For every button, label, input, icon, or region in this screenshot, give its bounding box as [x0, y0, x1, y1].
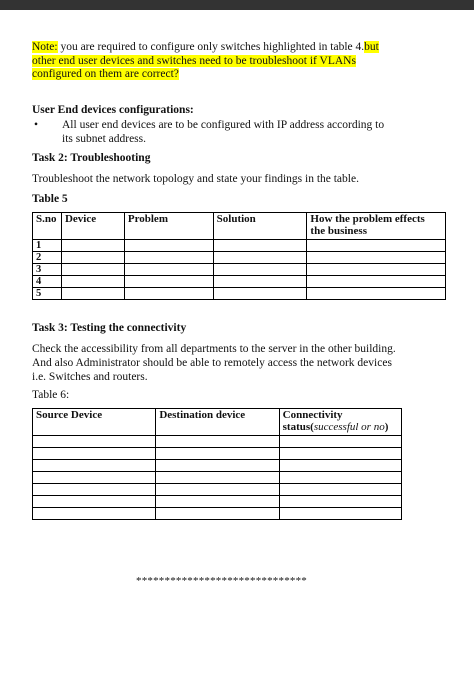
row-number: 5: [33, 288, 62, 300]
table-cell: [213, 252, 307, 264]
table-cell: [279, 448, 401, 460]
table-cell: [307, 288, 446, 300]
table-cell: [33, 448, 156, 460]
table5-header-solution: Solution: [213, 213, 307, 240]
table-cell: [307, 264, 446, 276]
table-cell: [61, 264, 124, 276]
table-cell: [33, 484, 156, 496]
table6-caption: Table 6:: [32, 389, 70, 401]
table-cell: [213, 288, 307, 300]
table5-header-sno: S.no: [33, 213, 62, 240]
table5-header-problem: Problem: [124, 213, 213, 240]
table-cell: [33, 496, 156, 508]
table-cell: [156, 484, 279, 496]
task2-heading: Task 2: Troubleshooting: [32, 152, 151, 164]
table-row: [33, 264, 446, 276]
table5: [32, 212, 446, 300]
table6-header-status: [279, 409, 401, 436]
table-row: [33, 240, 446, 252]
table-cell: [307, 252, 446, 264]
table6-header-source: Source Device: [33, 409, 156, 436]
status-options: successful or no: [313, 421, 385, 433]
note-label: Note:: [32, 41, 58, 53]
table-cell: [279, 472, 401, 484]
table-cell: [33, 436, 156, 448]
task2-description: Troubleshoot the network topology and state your findings in the table.: [32, 173, 359, 185]
table-row: [33, 436, 402, 448]
table-cell: [124, 276, 213, 288]
row-number: 4: [33, 276, 62, 288]
table6-header-destination: Destination device: [156, 409, 279, 436]
table-cell: [124, 240, 213, 252]
task3-heading: Task 3: Testing the connectivity: [32, 322, 187, 334]
table-cell: [124, 264, 213, 276]
table-cell: [156, 436, 279, 448]
footer-stars: ******************************: [136, 575, 307, 587]
status-prefix: Connectivity status(: [282, 409, 343, 433]
task3-description: Check the accessibility from all departments to the server in the other building. And also Administrator should be able to remotely access the network devices i.e. Switches and routers.: [32, 343, 396, 383]
table6-header-row: [33, 409, 402, 436]
table-cell: [279, 496, 401, 508]
note-highlighted-text: but other end user devices and switches need to be troubleshoot if VLANs configured on them are correct?: [32, 41, 379, 80]
table-row: [33, 472, 402, 484]
table-cell: [124, 288, 213, 300]
table-row: [33, 496, 402, 508]
table-row: [33, 460, 402, 472]
table-cell: [156, 460, 279, 472]
bullet-text: All user end devices are to be configured with IP address according to its subnet address.: [62, 119, 385, 145]
table-row: [33, 276, 446, 288]
table-cell: [61, 276, 124, 288]
note-paragraph: [32, 41, 404, 82]
user-end-heading: User End devices configurations:: [32, 104, 194, 116]
table-cell: [33, 472, 156, 484]
table-cell: [33, 508, 156, 520]
table6: [32, 408, 402, 520]
status-suffix: ): [384, 421, 389, 433]
table-cell: [307, 276, 446, 288]
table-cell: [307, 240, 446, 252]
table-cell: [33, 460, 156, 472]
table-row: [33, 448, 402, 460]
table5-caption: Table 5: [32, 193, 68, 205]
table5-header-device: Device: [61, 213, 124, 240]
table-cell: [156, 508, 279, 520]
bullet-item: [34, 118, 388, 146]
table-row: [33, 508, 402, 520]
table-cell: [213, 264, 307, 276]
table-cell: [279, 484, 401, 496]
table-cell: [279, 460, 401, 472]
note-text: you are required to configure only switches highlighted in table 4.: [57, 41, 365, 53]
table-cell: [213, 276, 307, 288]
table5-header-effect: How the problem effects the business: [307, 213, 446, 240]
table-cell: [213, 240, 307, 252]
table-cell: [156, 472, 279, 484]
table-cell: [156, 496, 279, 508]
top-bar: [0, 0, 474, 10]
row-number: 3: [33, 264, 62, 276]
table-cell: [279, 436, 401, 448]
table-row: [33, 484, 402, 496]
table-row: [33, 288, 446, 300]
bullet-dot-icon: •: [34, 119, 39, 131]
row-number: 1: [33, 240, 62, 252]
table-cell: [279, 508, 401, 520]
table-cell: [156, 448, 279, 460]
table5-header-row: [33, 213, 446, 240]
table-cell: [124, 252, 213, 264]
table-cell: [61, 252, 124, 264]
table-cell: [61, 240, 124, 252]
table-row: [33, 252, 446, 264]
row-number: 2: [33, 252, 62, 264]
table-cell: [61, 288, 124, 300]
